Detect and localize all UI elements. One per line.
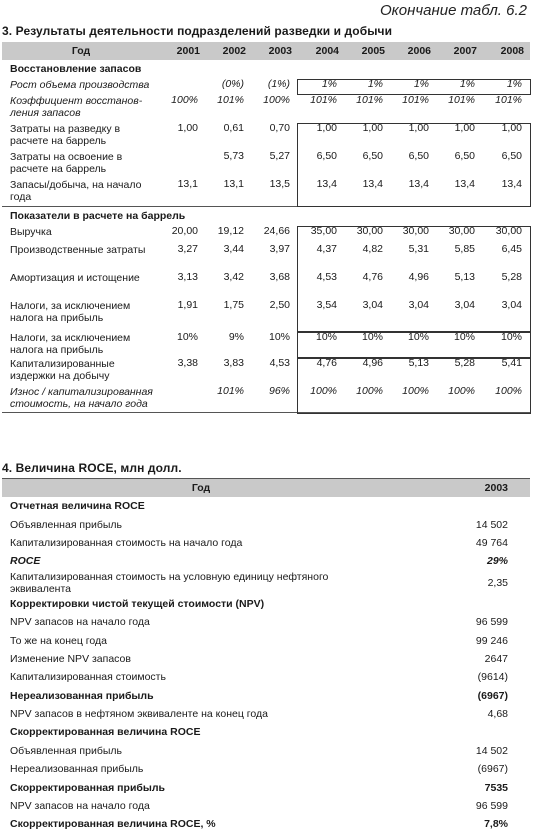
table-cell: 101% [217, 94, 244, 106]
table-cell: 13,1 [177, 178, 198, 190]
table-row [2, 760, 530, 778]
table-cell: 3,04 [501, 298, 522, 311]
table-row [2, 723, 530, 741]
row-value: 96 599 [475, 800, 508, 813]
row-value: 29% [486, 555, 508, 568]
row-label: Износ / капитализированная стоимость, на начало года [10, 385, 153, 410]
table-cell: 1,00 [177, 122, 198, 134]
table-cell: (1%) [267, 78, 290, 90]
table-row [2, 385, 530, 413]
table-cell: 35,00 [310, 224, 337, 237]
table-cell: 4,53 [269, 356, 290, 369]
row-label: Коэффициент восстанов-ления запасов [10, 95, 143, 119]
table-row [2, 150, 530, 178]
table-row [2, 299, 530, 331]
row-label: Капитализированная стоимость [10, 671, 166, 684]
table-cell: 3,27 [177, 242, 198, 255]
table-header-row [2, 42, 530, 60]
table-cell: 4,76 [316, 356, 337, 369]
row-label: NPV запасов в нефтяном эквиваленте на конец года [10, 708, 268, 721]
table-cell: 100% [448, 384, 475, 397]
row-label: Производственные затраты [10, 243, 146, 256]
table-cell: 20,00 [171, 224, 198, 237]
table-row [2, 742, 530, 760]
row-label: Налоги, за исключением налога на прибыль [10, 331, 131, 356]
table-cell: 10% [315, 330, 337, 343]
table-cell [160, 385, 206, 413]
row-value [400, 595, 530, 613]
table-row [2, 613, 530, 631]
row-label: NPV запасов на начало года [10, 800, 150, 813]
table-cell: 100% [171, 94, 198, 106]
table-cell: 4,96 [362, 356, 383, 369]
row-label: Объявленная прибыль [10, 744, 122, 757]
table-row [2, 705, 530, 723]
table-cell: 5,13 [408, 356, 429, 369]
table-cell: 101% [495, 94, 522, 106]
table-cell: 13,5 [269, 178, 290, 190]
row-label: Капитализированная стоимость на условную единицу нефтяного эквивалента [10, 570, 329, 595]
row-label: Затраты на освоение в расчете на баррель [10, 151, 123, 175]
table-cell: 6,50 [408, 150, 429, 162]
row-value: 49 764 [475, 536, 508, 549]
table-cell: 4,82 [362, 242, 383, 255]
table-cell: 3,54 [316, 298, 337, 311]
row-value: (6967) [477, 689, 508, 702]
table-row [2, 778, 530, 796]
table-cell: 3,42 [223, 270, 244, 283]
row-label: Выручка [10, 225, 52, 238]
table-cell: 9% [228, 330, 244, 343]
row-value: 99 246 [475, 634, 508, 647]
row-value [400, 497, 530, 515]
table-cell: 5,28 [454, 356, 475, 369]
table-cell: 4,96 [408, 270, 429, 283]
year-header: 2001 [160, 42, 206, 60]
table-cell: 101% [448, 94, 475, 106]
year-header: 2002 [206, 42, 252, 60]
table-cell: 1% [506, 78, 522, 90]
table-cell: 3,38 [177, 356, 198, 369]
row-value: 7535 [484, 781, 508, 794]
table-cell: 1,75 [223, 298, 244, 311]
row-value: 7,8% [484, 818, 508, 831]
table-cell: 1,00 [362, 122, 383, 134]
row-label: Капитализированные издержки на добычу [10, 357, 115, 382]
row-label: Налоги, за исключением налога на прибыль [10, 299, 131, 324]
row-label: Затраты на разведку в расчете на баррель [10, 123, 121, 147]
table-row [2, 357, 530, 385]
table-cell: 0,70 [269, 122, 290, 134]
table-row [2, 815, 530, 833]
table-cell: 13,4 [501, 178, 522, 190]
table-cell: 101% [356, 94, 383, 106]
table-row [2, 595, 530, 613]
table-row [2, 497, 530, 515]
year-label-header: Год [2, 42, 160, 60]
table-cell: 1% [321, 78, 337, 90]
row-label: То же на конец года [10, 634, 107, 647]
table-cell: 101% [402, 94, 429, 106]
row-label: Скорректированная величина ROCE [10, 726, 201, 739]
row-label: Скорректированная прибыль [10, 781, 165, 794]
row-value: (9614) [477, 671, 508, 684]
table-cell: 3,44 [223, 242, 244, 255]
table-cell: 5,73 [223, 150, 244, 162]
table-cell: 10% [268, 330, 290, 343]
table-cell: 30,00 [448, 224, 475, 237]
group-title: Восстановление запасов [10, 63, 142, 75]
row-value: (6967) [477, 763, 508, 776]
group-header-row [2, 60, 530, 78]
row-label: Амортизация и истощение [10, 271, 140, 284]
table-cell: 2,50 [269, 298, 290, 311]
table-cell: 5,85 [454, 242, 475, 255]
table-cell: 3,97 [269, 242, 290, 255]
row-value: 2,35 [487, 576, 508, 589]
year-header: 2003 [400, 479, 530, 498]
table-cell: 3,83 [223, 356, 244, 369]
table-row [2, 668, 530, 686]
table-cell: 5,28 [501, 270, 522, 283]
row-label: ROCE [10, 555, 41, 568]
row-value: 96 599 [475, 616, 508, 629]
table-cell: 30,00 [495, 224, 522, 237]
table-cell: 100% [310, 384, 337, 397]
year-header: 2008 [483, 42, 530, 60]
row-label: Изменение NPV запасов [10, 652, 131, 665]
table-cell: 5,13 [454, 270, 475, 283]
table-cell: 5,41 [501, 356, 522, 369]
table-cell: 19,12 [217, 224, 244, 237]
table-cell: 6,50 [501, 150, 522, 162]
table-row [2, 650, 530, 668]
table-row [2, 631, 530, 649]
roce-table [2, 478, 530, 834]
table-cell: 4,37 [316, 242, 337, 255]
table-cell: 100% [356, 384, 383, 397]
table-row [2, 78, 530, 94]
table-row [2, 797, 530, 815]
table-cell: 13,4 [454, 178, 475, 190]
table-row [2, 122, 530, 150]
table-cell: 1% [413, 78, 429, 90]
table-cell: 0,61 [223, 122, 244, 134]
table-cell: 6,50 [362, 150, 383, 162]
row-value: 4,68 [487, 708, 508, 721]
table-cell: 13,4 [316, 178, 337, 190]
row-value: 14 502 [475, 744, 508, 757]
table-cell: (0%) [221, 78, 244, 90]
table-cell: 24,66 [263, 224, 290, 237]
table-continuation-caption: Окончание табл. 6.2 [380, 2, 527, 19]
table-cell: 100% [495, 384, 522, 397]
table-cell: 3,68 [269, 270, 290, 283]
table-cell: 1,00 [501, 122, 522, 134]
year-header: 2004 [298, 42, 345, 60]
table-cell: 1% [459, 78, 475, 90]
table-cell: 13,4 [362, 178, 383, 190]
table-cell: 3,04 [408, 298, 429, 311]
table-cell: 4,76 [362, 270, 383, 283]
table-cell: 13,4 [408, 178, 429, 190]
table-cell: 100% [402, 384, 429, 397]
table-cell: 10% [407, 330, 429, 343]
table-cell: 5,27 [269, 150, 290, 162]
row-value [400, 723, 530, 741]
table-row [2, 94, 530, 122]
table-cell: 10% [500, 330, 522, 343]
row-label: Рост объема производства [10, 79, 150, 91]
table-cell: 30,00 [402, 224, 429, 237]
table-cell: 101% [217, 384, 244, 397]
row-label: Скорректированная величина ROCE, % [10, 818, 216, 831]
row-label: Нереализованная прибыль [10, 763, 144, 776]
table-cell: 6,50 [316, 150, 337, 162]
table-row [2, 243, 530, 271]
table-cell: 1,91 [177, 298, 198, 311]
table-cell: 13,1 [223, 178, 244, 190]
table-cell: 3,04 [454, 298, 475, 311]
row-label: Отчетная величина ROCE [10, 500, 145, 513]
table-cell [160, 150, 206, 178]
row-value: 2647 [484, 652, 508, 665]
table-cell: 10% [176, 330, 198, 343]
table-cell: 100% [263, 94, 290, 106]
table-row [2, 331, 530, 357]
table-row [2, 271, 530, 299]
section-4-title: 4. Величина ROCE, млн долл. [2, 461, 182, 475]
row-label: NPV запасов на начало года [10, 616, 150, 629]
year-header: 2007 [437, 42, 483, 60]
table-header-row [2, 479, 530, 498]
row-label: Корректировки чистой текущей стоимости (NPV) [10, 597, 265, 610]
year-header: 2003 [252, 42, 298, 60]
table-cell: 1,00 [454, 122, 475, 134]
row-label: Капитализированная стоимость на начало года [10, 536, 243, 549]
table-cell: 10% [361, 330, 383, 343]
group-title: Показатели в расчете на баррель [2, 206, 530, 225]
table-cell: 5,31 [408, 242, 429, 255]
table-row [2, 687, 530, 705]
table-cell [160, 78, 206, 94]
exploration-production-table [2, 42, 530, 413]
table-cell: 1,00 [316, 122, 337, 134]
table-cell: 101% [310, 94, 337, 106]
group-header-row [2, 206, 530, 225]
year-header: 2005 [345, 42, 391, 60]
table-cell: 4,53 [316, 270, 337, 283]
table-row [2, 515, 530, 533]
table-row [2, 225, 530, 243]
row-label: Объявленная прибыль [10, 518, 122, 531]
table-cell: 6,45 [501, 242, 522, 255]
table-row [2, 552, 530, 570]
table-cell: 6,50 [454, 150, 475, 162]
row-value: 14 502 [475, 518, 508, 531]
row-label: Нереализованная прибыль [10, 689, 154, 702]
table-cell: 3,04 [362, 298, 383, 311]
table-row [2, 178, 530, 206]
table-row [2, 571, 530, 595]
table-cell: 30,00 [356, 224, 383, 237]
row-label: Запасы/добыча, на начало года [10, 179, 142, 203]
table-cell: 10% [453, 330, 475, 343]
table-cell: 1,00 [408, 122, 429, 134]
table-cell: 96% [268, 384, 290, 397]
table-cell: 3,13 [177, 270, 198, 283]
year-label-header: Год [2, 479, 400, 498]
table-row [2, 534, 530, 552]
section-3-title: 3. Результаты деятельности подразделений разведки и добычи [2, 24, 393, 38]
year-header: 2006 [391, 42, 437, 60]
table-cell: 1% [367, 78, 383, 90]
